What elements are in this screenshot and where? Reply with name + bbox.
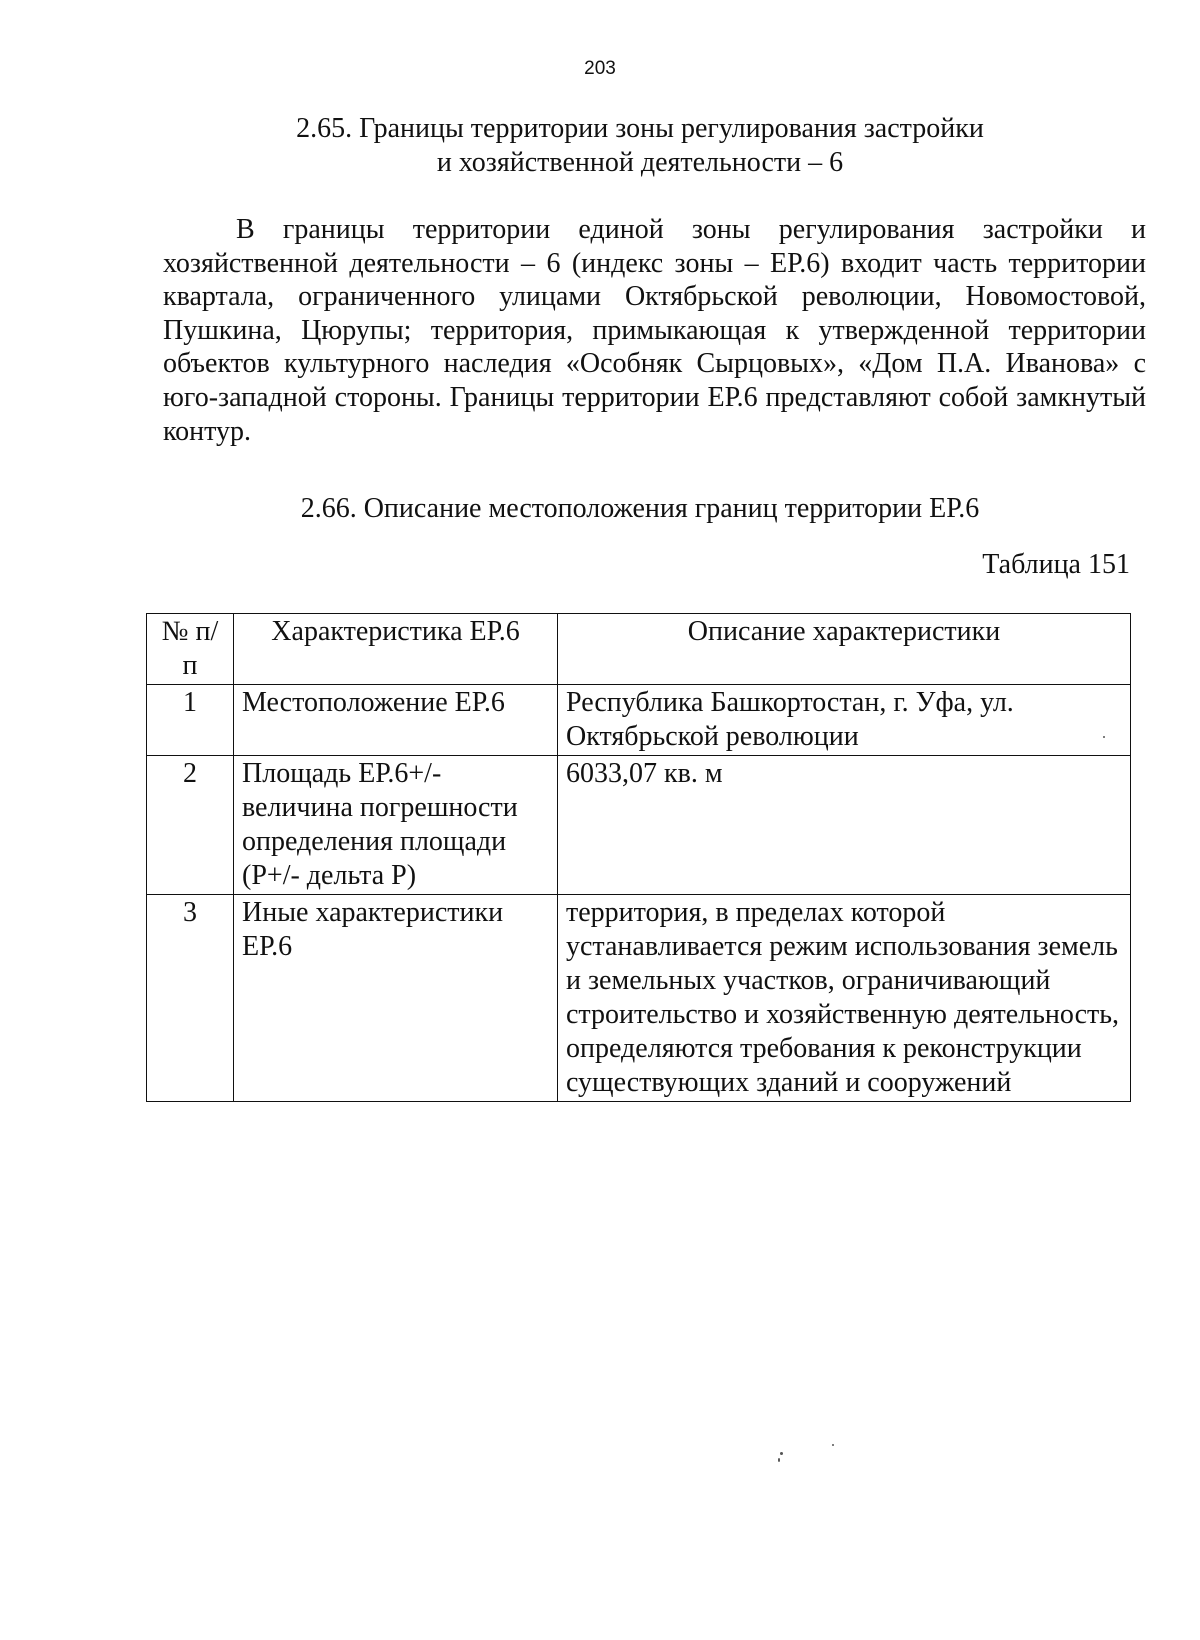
table-row: [147, 756, 1131, 895]
row-characteristic: Местоположение ЕР.6: [234, 685, 558, 756]
row-characteristic: Площадь ЕР.6+/- величина погрешности определения площади (Р+/- дельта Р): [234, 756, 558, 895]
table-row: [147, 685, 1131, 756]
subsection-title: 2.66. Описание местоположения границ территории ЕР.6: [300, 493, 980, 524]
body-paragraph: В границы территории единой зоны регулирования застройки и хозяйственной деятельности – 6 (индекс зоны – ЕР.6) входит часть территории квартала, ограниченного улицами Октябрьской революции, Новомостовой, Пушкина, Цюрупы; территория, примыкающая к утвержденной территории объектов культурного наследия «Особняк Сырцовых», «Дом П.А. Иванова» с юго-западной стороны. Границы территории ЕР.6 представляют собой замкнутый контур.: [163, 214, 1146, 447]
scan-speck: [1103, 736, 1105, 738]
header-characteristic: Характеристика ЕР.6: [234, 614, 558, 685]
section-title-line-1: 2.65. Границы территории зоны регулирования застройки: [296, 113, 984, 144]
row-characteristic: Иные характеристики ЕР.6: [234, 895, 558, 1102]
scan-speck: [780, 1452, 783, 1455]
row-num: 1: [147, 685, 234, 756]
table-header-row: [147, 614, 1131, 685]
section-title-line-2: и хозяйственной деятельности – 6: [436, 147, 844, 178]
page-number: 203: [584, 58, 616, 79]
row-description: 6033,07 кв. м: [558, 756, 1131, 895]
row-num: 3: [147, 895, 234, 1102]
row-description: территория, в пределах которой устанавливается режим использования земель и земельных участков, ограничивающий строительство и хозяйственную деятельность, определяются требования к реконструкции существующих зданий и сооружений: [558, 895, 1131, 1102]
header-num: № п/п: [147, 614, 234, 685]
scan-speck: [832, 1444, 834, 1446]
section-title: [160, 112, 1120, 180]
scan-speck: [778, 1458, 780, 1462]
table-caption: Таблица 151: [982, 549, 1130, 580]
characteristics-table: [146, 613, 1131, 1102]
header-description: Описание характеристики: [558, 614, 1131, 685]
table-row: [147, 895, 1131, 1102]
row-num: 2: [147, 756, 234, 895]
row-description: Республика Башкортостан, г. Уфа, ул. Октябрьской революции: [558, 685, 1131, 756]
